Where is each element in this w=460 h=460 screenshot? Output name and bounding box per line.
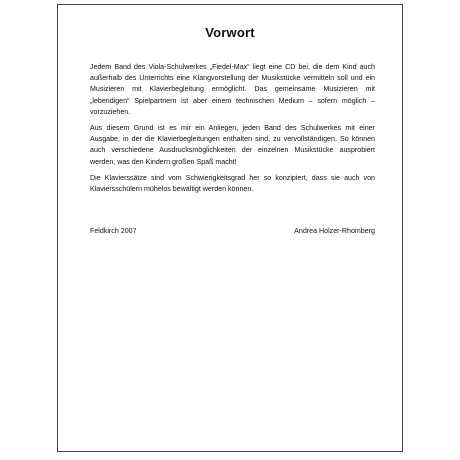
page-title: Vorwort [205, 25, 255, 40]
signature-line [90, 226, 375, 237]
paragraph-3: Die Klavierssätze sind vom Schwierigkeitsgrad her so konzipiert, dass sie auch von Klaviersschülern mühelos bewältigt werden können. [90, 173, 375, 194]
place-date: Feldkirch 2007 [90, 227, 137, 235]
paragraph-2: Aus diesem Grund ist es mir ein Anliegen, jeden Band des Schulwerkes mit einer Ausgabe, in der die Klavierbegleitungen enthalten sind, zu vervollständigen. So können auch verschiedene Ausdrucksmöglichkeiten der einzelnen Musikstücke ausprobiert werden, was den Kindern großen Spaß macht! [90, 124, 375, 166]
preface-body [90, 62, 375, 200]
document-page [57, 4, 403, 452]
paragraph-1: Jedem Band des Viola-Schulwerkes „Fiedel-Max“ liegt eine CD bei, die dem Kind auch außerhalb des Unterrichts eine Klangvorstellung der Musikstücke vermitteln soll und ein Musizieren mit Klavierbegleitung ermöglicht. Das gemeinsame Musizieren mit „lebendigen“ Spielpartnern ist aber einem technischen Medium – sofern möglich – vorzuziehen. [90, 63, 375, 116]
author-name: Andrea Holzer-Rhomberg [294, 227, 375, 235]
